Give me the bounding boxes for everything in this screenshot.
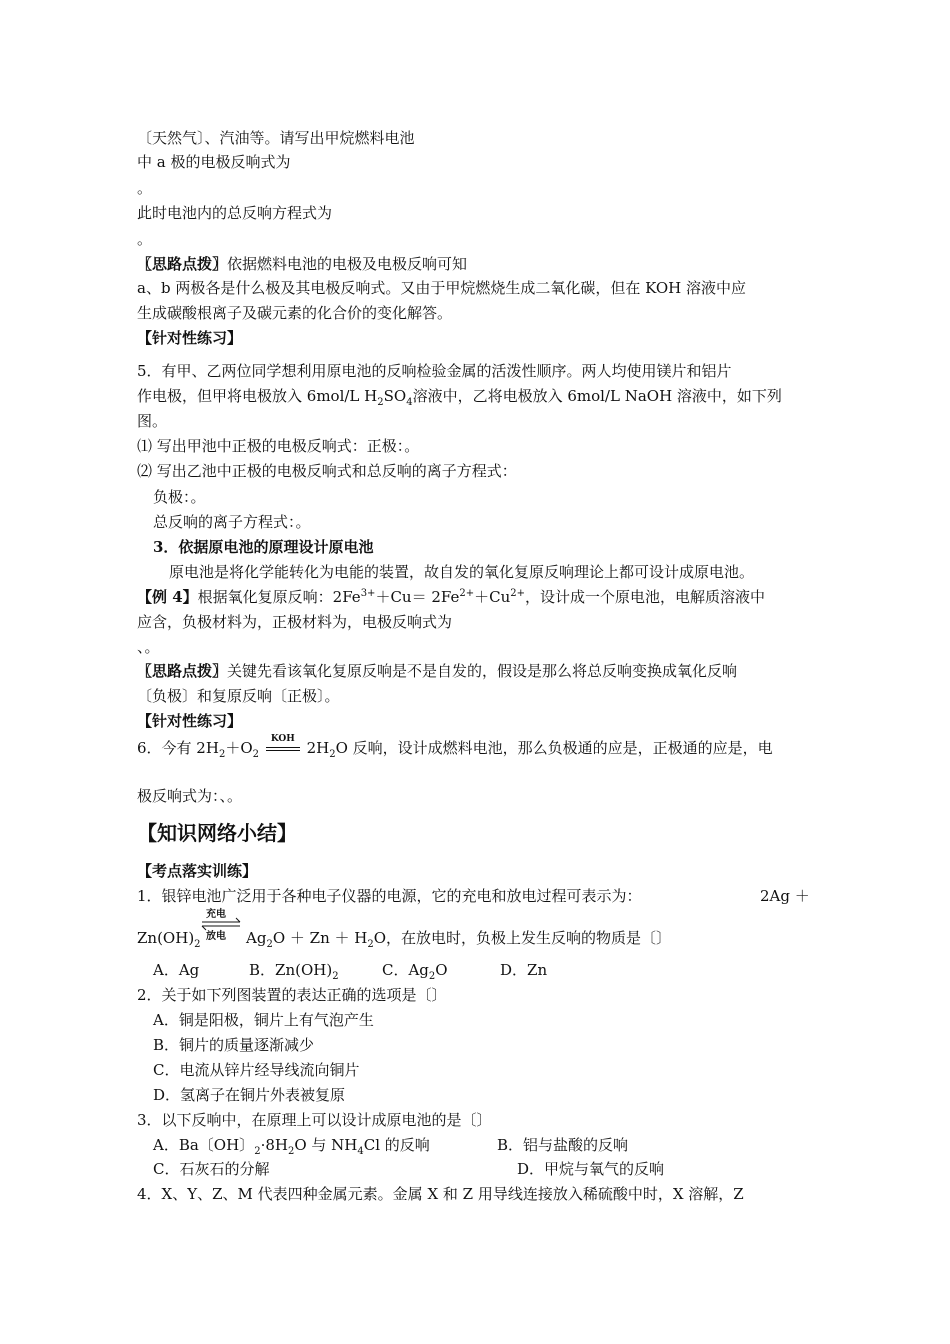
option-a [153,1135,430,1155]
subscript: 2 [287,1146,295,1157]
hint-text: 关键先看该氧化复原反响是不是自发的，假设是那么将总反响变换成氧化反响 [227,662,738,680]
text-span: Cl 的反响 [363,1136,430,1154]
arrow-label: 充电 [206,909,226,920]
subscript: 2 [194,939,201,950]
question-line [137,386,782,406]
text-span: a、b 两极各是什么极及其电极反响式。又由于甲烷燃烧生成二氧化碳，但在 KOH 溶液中应 [137,279,747,297]
question-line: 图。 [137,412,168,430]
section-heading: 【针对性练习】 [137,712,243,730]
text-span: ，设计成一个原电池，电解质溶液中 [525,588,766,606]
option-d: D．Zn [500,961,548,979]
text-line: 此时电池内的总反响方程式为 [137,204,333,222]
question-line: 2Ag ＋ [760,887,810,905]
text-span: B．Zn(OH) [249,961,333,979]
option-d: D．甲烷与氧气的反响 [517,1160,665,1178]
text-span: O 反响，设计成燃料电池，那么负极通的应是，正极通的应是，电 [335,739,773,757]
text-span: SO [383,387,407,405]
superscript: 2+ [459,588,475,599]
subscript: 2 [377,397,384,408]
section-heading: 【针对性练习】 [137,329,243,347]
text-line: 、。 [137,638,160,656]
question-line [137,734,773,760]
option-b: B．铜片的质量逐渐减少 [153,1036,315,1054]
option-a: A．铜是阳极，铜片上有气泡产生 [153,1011,374,1029]
question-line: 5．有甲、乙两位同学想利用原电池的反响检验金属的活泼性顺序。两人均使用镁片和铝片 [137,362,732,380]
text-line [137,278,814,298]
subscript: 2 [332,971,339,982]
text-span: O 与 NH [294,1136,358,1154]
example-line [137,587,765,607]
arrow-label: KOH [270,734,295,744]
example-label: 【例 4】 [137,588,198,606]
reaction-arrow [264,734,302,759]
subscript: 2 [428,971,436,982]
text-span: ·8H [260,1136,288,1154]
question-line: 4．X、Y、Z、M 代表四种金属元素。金属 X 和 Z 用导线连接放入稀硫酸中时，X 溶解，Z [137,1185,744,1203]
hint-line [137,254,467,274]
text-span: O ＋ Zn ＋ H [272,929,368,947]
text-span: 溶液中，乙将电极放入 6mol/L NaOH 溶液中，如下列 [412,387,782,405]
question-line: 负极：。 [153,488,206,506]
text-line: 。 [137,230,153,248]
question-line: 2．关于如下列图装置的表达正确的选项是〔〕 [137,986,447,1004]
section-heading: 3．依据原电池的原理设计原电池 [153,538,374,556]
hint-line [137,661,737,681]
subscript: 2 [218,749,226,760]
subscript: 2 [252,749,259,760]
question-line: ⑵ 写出乙池中正极的电极反响式和总反响的离子方程式： [137,462,517,480]
text-span: O [435,961,448,979]
text-line: 应含，负极材料为，正极材料为，电极反响式为 [137,613,453,631]
option-d: D．氢离子在铜片外表被复原 [153,1086,346,1104]
subscript: 2 [254,1146,261,1157]
subscript: 2 [367,939,374,950]
question-line [137,928,201,948]
text-span: ＋O [225,739,253,757]
text-line: 原电池是将化学能转化为电能的装置，故自发的氧化复原反响理论上都可设计成原电池。 [169,563,755,581]
option-b [249,960,339,980]
text-span: A．Ba〔OH〕 [153,1136,255,1154]
question-line: 1．银锌电池广泛用于各种电子仪器的电源，它的充电和放电过程可表示为： [137,887,642,905]
arrow-line [266,747,300,748]
text-span: 6．今有 2H [137,739,219,757]
text-span: ＋Cu＝ 2Fe [375,588,460,606]
text-line: 〔天然气〕、汽油等。请写出甲烷燃料电池 [137,129,415,147]
hint-label: 〖思路点拨〗 [137,255,228,273]
text-span: 2H [306,739,330,757]
arrow-line [266,750,300,751]
text-line: 。 [137,179,153,197]
section-title: 【知识网络小结】 [137,821,297,845]
text-line: 中 a 极的电极反响式为 [137,153,291,171]
question-line [246,928,671,948]
text-span: 根据氧化复原反响：2Fe [197,588,361,606]
text-span: Zn(OH) [137,929,195,947]
question-line: 3．以下反响中，在原理上可以设计成原电池的是〔〕 [137,1111,492,1129]
arrow-label: 放电 [206,931,226,942]
text-span: ＋Cu [474,588,511,606]
superscript: 2+ [510,588,525,599]
reversible-arrow [200,905,242,945]
question-line: 总反响的离子方程式：。 [153,513,311,531]
option-b: B．铝与盐酸的反响 [497,1136,629,1154]
text-span: Ag [246,929,267,947]
section-heading: 【考点落实训练】 [137,862,258,880]
option-c: C．石灰石的分解 [153,1160,270,1178]
question-line: ⑴ 写出甲池中正极的电极反响式：正极：。 [137,437,420,455]
text-line: 〔负极〕和复原反响〔正极〕。 [137,687,340,705]
question-line: 极反响式为：、。 [137,787,243,805]
superscript: 3+ [360,588,376,599]
option-a: A．Ag [153,961,200,979]
option-c [382,960,448,980]
text-span: 作电极，但甲将电极放入 6mol/L H [137,387,378,405]
subscript: 4 [406,397,413,408]
text-span: C．Ag [382,961,429,979]
text-span: O，在放电时，负极上发生反响的物质是〔〕 [373,929,672,947]
hint-label: 〖思路点拨〗 [137,662,228,680]
text-line: 生成碳酸根离子及碳元素的化合价的变化解答。 [137,304,453,322]
hint-text: 依据燃料电池的电极及电极反响可知 [227,255,468,273]
subscript: 2 [266,939,273,950]
option-c: C．电流从锌片经导线流向铜片 [153,1061,360,1079]
subscript: 2 [329,749,336,760]
subscript: 4 [357,1146,364,1157]
